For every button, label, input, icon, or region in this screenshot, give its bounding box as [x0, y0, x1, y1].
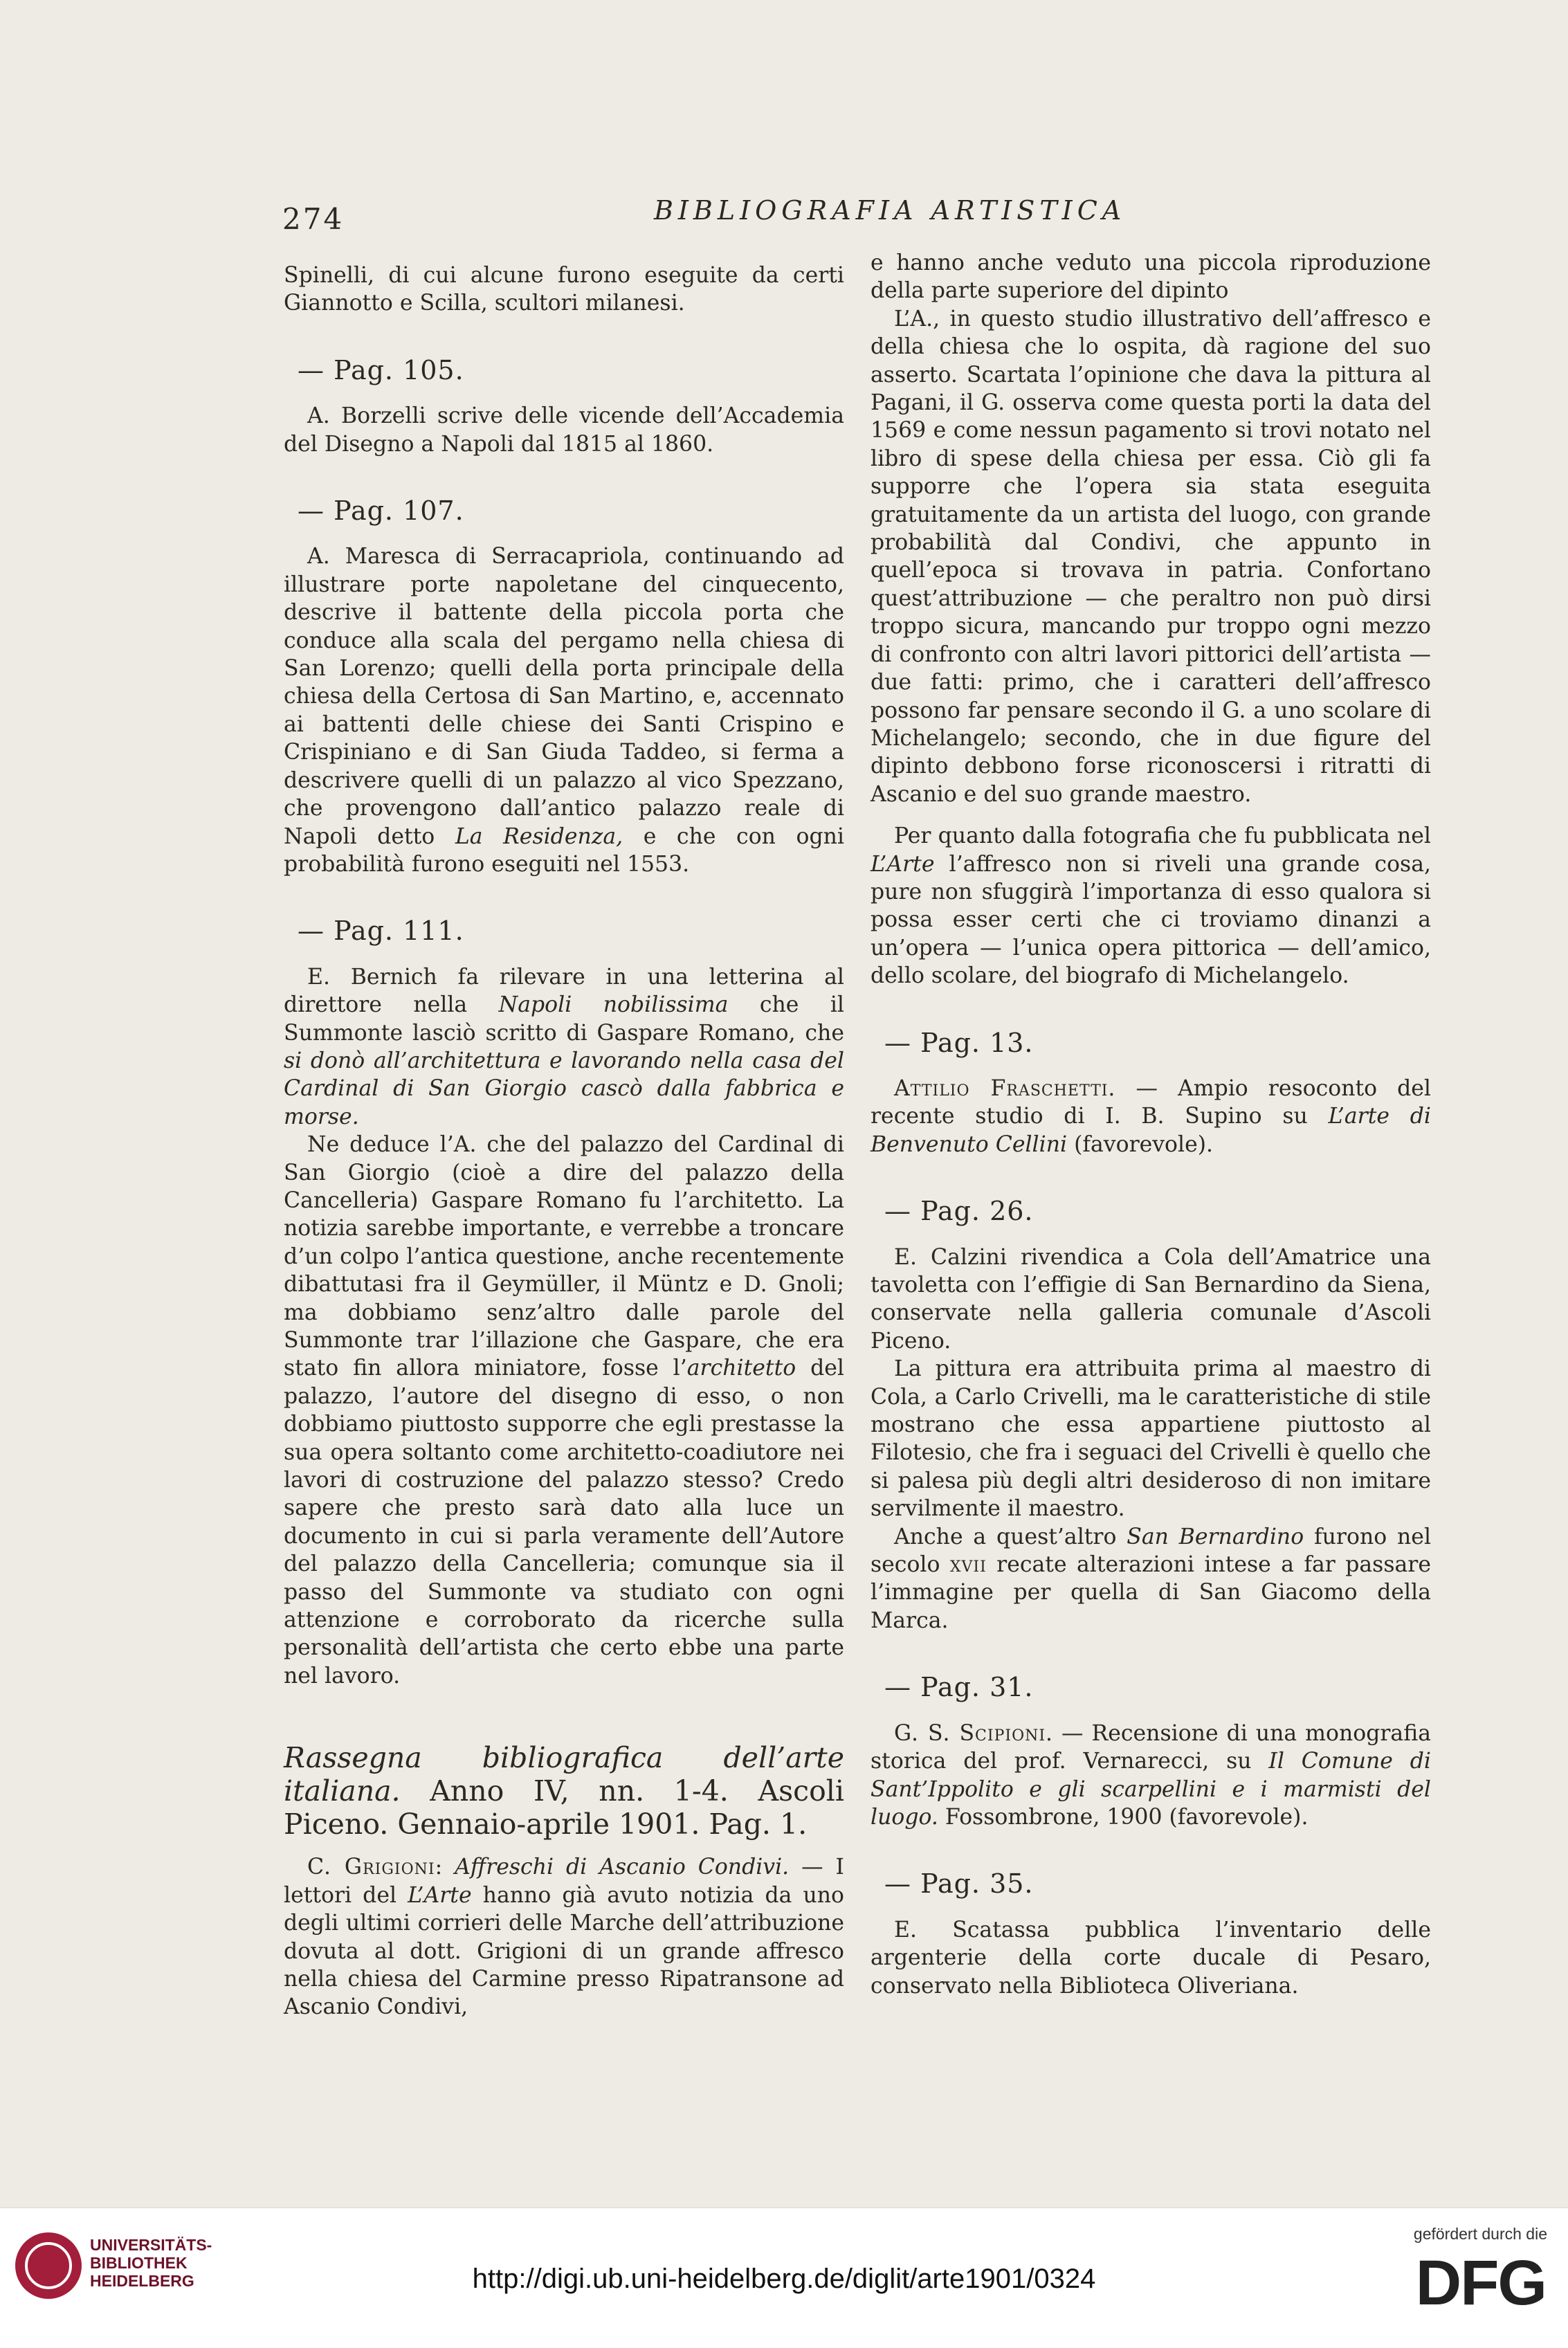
paragraph: Attilio Fraschetti. — Ampio resoconto del recente studio di I. B. Supino su L’arte di Benvenuto Cellini (favorevole). [870, 1075, 1431, 1157]
page-header [0, 195, 1568, 244]
periodical-heading: Rassegna bibliografica dell’arte italiana. Anno IV, nn. 1-4. Ascoli Piceno. Gennaio-aprile 1901. Pag. 1. [284, 1741, 844, 1841]
paragraph: Per quanto dalla fotografia che fu pubblicata nel L’Arte l’affresco non si riveli una grande cosa, pure non sfuggirà l’importanza di esso qualora si possa esser certi che ci troviamo dinanzi a un’opera — l’unica opera pittorica — dell’amico, dello scolare, del biografo di Michelangelo. [870, 823, 1431, 989]
section-heading: — Pag. 105. [298, 354, 464, 385]
paragraph: A. Borzelli scrive delle vicende dell’Accademia del Disegno a Napoli dal 1815 al 1860. [284, 403, 844, 457]
library-name[interactable]: UNIVERSITÄTS- BIBLIOTHEK HEIDELBERG [90, 2236, 212, 2290]
paragraph: Anche a quest’altro San Bernardino furono nel secolo xvii recate alterazioni intese a far passare l’immagine per quella di San Giacomo della Marca. [870, 1524, 1432, 1633]
paragraph: La pittura era attribuita prima al maestro di Cola, a Carlo Crivelli, ma le caratteristiche di stile mostrano che essa appartiene piuttosto al Filotesio, che fra i seguaci del Crivelli è quello che si palesa più degli altri desideroso di non imitare servilmente il maestro. [870, 1356, 1431, 1522]
section-heading: — Pag. 13. [884, 1027, 1034, 1058]
left-column [284, 262, 844, 2021]
section-heading: — Pag. 107. [298, 495, 464, 527]
funding-note: gefördert durch die [1413, 2225, 1547, 2243]
paragraph: A. Maresca di Serracapriola, continuando ad illustrare porte napoletane del cinquecento, descrive il battente della piccola porta che conduce alla scala del pergamo nella chiesa di San Lorenzo; quelli della porta principale della chiesa della Certosa di San Martino, e, accennato ai battenti delle chiese dei Santi Crispino e Crispiniano e di San Giuda Taddeo, si ferma a descrivere quelli di un palazzo al vico Spezzano, che provengono dall’antico palazzo reale di Napoli detto La Residenza, e che con ogni probabilità furono eseguiti nel 1553. [284, 544, 844, 877]
section-heading: — Pag. 26. [884, 1196, 1034, 1227]
section-heading: — Pag. 35. [884, 1868, 1034, 1900]
permalink[interactable]: http://digi.ub.uni-heidelberg.de/diglit/arte1901/0324 [472, 2264, 1096, 2294]
section-heading: — Pag. 111. [298, 916, 464, 947]
paragraph: Ne deduce l’A. che del palazzo del Cardinal di San Giorgio (cioè a dire del palazzo della Cancelleria) Gaspare Romano fu l’architetto. La notizia sarebbe importante, e verrebbe a troncare d’un colpo l’antica questione, anche recentemente dibattutasi fra il Geymüller, il Müntz e D. Gnoli; ma dobbiamo senz’altro dalle parole del Summonte trar l’illazione che Gaspare, che era stato fin allora miniatore, fosse l’architetto del palazzo, l’autore del disegno di esso, o non dobbiamo piuttosto supporre che egli prestasse la sua opera soltanto come architetto-coadiutore nei lavori di costruzione del palazzo stesso? Credo sapere che presto sarà dato alla luce un documento in cui si parla veramente dell’Autore del palazzo della Cancelleria; comunque sia il passo del Summonte va studiato con ogni attenzione e corroborato da ricerche sulla personalità dell’artista che certo ebbe una parte nel lavoro. [284, 1132, 844, 1689]
paragraph: e hanno anche veduto una piccola riproduzione della parte superiore del dipinto [870, 251, 1431, 304]
paragraph: L’A., in questo studio illustrativo dell’affresco e della chiesa che lo ospita, dà ragione del suo asserto. Scartata l’opinione che dava la pittura al Pagani, il G. osserva come questa porti la data del 1569 e come nessun pagamento si trovi notato nel libro di spese della chiesa per essa. Ciò gli fa supporre che l’opera sia stata eseguita gratuitamente da un artista del luogo, con grande probabilità dal Condivi, che appunto in quell’epoca si trovava in patria. Confortano quest’attribuzione — che peraltro non può dirsi troppo sicura, mancando pur troppo ogni mezzo di confronto con altri lavori pittorici dell’artista — due fatti: primo, che i caratteri dell’affresco possono far pensare secondo il G. a uno scolare di Michelangelo; secondo, che in due figure del dipinto debbono forse riconoscersi i ritratti di Ascanio e del suo grande maestro. [870, 306, 1431, 807]
right-column [870, 249, 1431, 2000]
paragraph: Spinelli, di cui alcune furono eseguite da certi Giannotto e Scilla, scultori milanesi. [284, 263, 844, 316]
section-heading: — Pag. 31. [884, 1672, 1034, 1703]
paragraph: E. Calzini rivendica a Cola dell’Amatrice una tavoletta con l’effigie di San Bernardino da Siena, conservate nella galleria comunale d’Ascoli Piceno. [870, 1244, 1431, 1354]
viewer-footer [0, 2208, 1568, 2348]
paragraph: E. Bernich fa rilevare in una letterina al direttore nella Napoli nobilissima che il Summonte lasciò scritto di Gaspare Romano, che si donò all’architettura e lavorando nella casa del Cardinal di San Giorgio cascò dalla fabbrica e morse. [284, 964, 844, 1129]
paragraph: C. Grigioni: Affreschi di Ascanio Condivi. — I lettori del L’Arte hanno già avuto notizia da uno degli ultimi corrieri delle Marche dell’attribuzione dovuta al dott. Grigioni di un grande affresco nella chiesa del Carmine presso Ripatransone ad Ascanio Condivi, [284, 1855, 844, 2020]
running-head: BIBLIOGRAFIA ARTISTICA [654, 195, 1127, 226]
paragraph: E. Scatassa pubblica l’inventario delle argenterie della corte ducale di Pesaro, conservato nella Biblioteca Oliveriana. [870, 1917, 1431, 1999]
page-number: 274 [282, 202, 345, 236]
paragraph: G. S. Scipioni. — Recensione di una monografia storica del prof. Vernarecci, su Il Comune di Sant’Ippolito e gli scarpellini e i marmisti del luogo. Fossombrone, 1900 (favorevole). [870, 1720, 1432, 1830]
dfg-logo[interactable]: DFG [1415, 2248, 1546, 2318]
